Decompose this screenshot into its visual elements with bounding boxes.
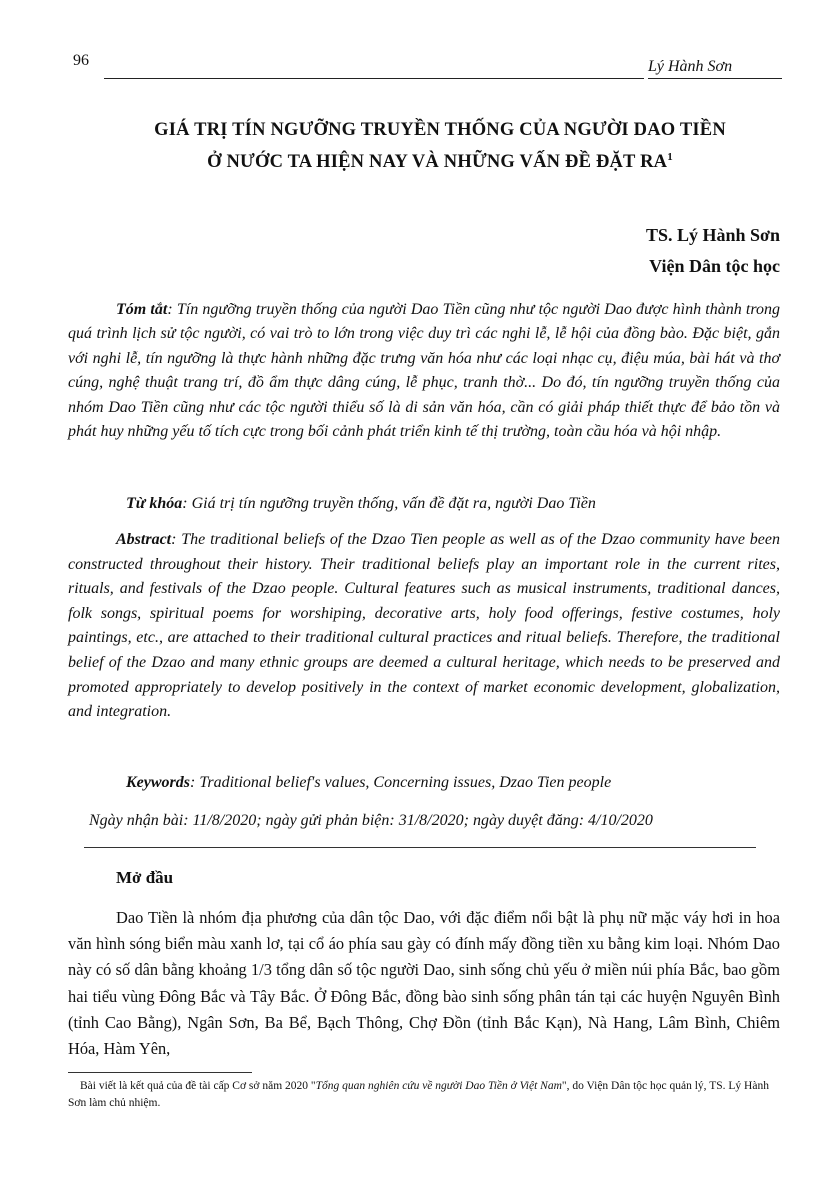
abstract-en-text: : The traditional beliefs of the Dzao Tien people as well as of the Dzao community have been constructed throughout their history. Their traditional beliefs play an important role in the current rites, rituals, and festivals of the Dzao people. Cultural features such as musical instruments, traditional dances, folk songs, spiritual poems for worshiping, decorative arts, holy food offerings, festive costumes, holy paintings, etc., are attached to their traditional cultural practices and ritual beliefs. Therefore, the traditional belief of the Dzao and many ethnic groups are deemed a cultural heritage, which needs to be preserved and promoted appropriately to develop positively in the context of market economic development, globalization, and integration.: [68, 531, 780, 721]
section-heading-intro: Mở đầu: [116, 868, 174, 887]
abstract-english: [68, 528, 780, 725]
footnote-text-after: ", do Viện Dân tộc học quản lý, TS. Lý Hành Sơn làm chủ nhiệm.: [68, 1080, 769, 1109]
author-name: TS. Lý Hành Sơn: [645, 225, 780, 245]
keywords-vietnamese: [68, 495, 780, 513]
article-title-line-2-text: Ở NƯỚC TA HIỆN NAY VÀ NHỮNG VẤN ĐỀ ĐẶT RA: [207, 152, 668, 173]
submission-dates: Ngày nhận bài: 11/8/2020; ngày gửi phản biện: 31/8/2020; ngày duyệt đăng: 4/10/2020: [89, 812, 653, 829]
keywords-vn-text: : Giá trị tín ngưỡng truyền thống, vấn đề đặt ra, người Dao Tiền: [182, 495, 596, 512]
footnote-rule: [68, 1072, 252, 1073]
page-number: 96: [73, 52, 89, 69]
author-institution: Viện Dân tộc học: [649, 256, 780, 276]
running-author: Lý Hành Sơn: [648, 58, 733, 75]
running-author-rule: [648, 78, 782, 79]
article-title-line-2: [60, 151, 820, 173]
abstract-vn-label: Tóm tắt: [116, 301, 168, 318]
keywords-english: [68, 774, 780, 792]
title-footnote-mark: 1: [667, 151, 673, 163]
footnote-italic-title: Tổng quan nghiên cứu về người Dao Tiền ở Việt Nam: [315, 1080, 562, 1092]
footnote-text-before: Bài viết là kết quả của đề tài cấp Cơ sở năm 2020 ": [80, 1080, 316, 1092]
abstract-en-label: Abstract: [116, 531, 172, 548]
article-title-line-1: GIÁ TRỊ TÍN NGƯỠNG TRUYỀN THỐNG CỦA NGƯỜI DAO TIỀN: [154, 120, 726, 140]
abstract-vietnamese: [68, 298, 780, 444]
intro-paragraph: Dao Tiền là nhóm địa phương của dân tộc Dao, với đặc điểm nổi bật là phụ nữ mặc váy hơi in hoa văn hình sóng biển màu xanh lơ, tại cổ áo phía sau gày có đính mấy đồng tiền xu bằng kim loại. Nhóm Dao này có số dân bằng khoảng 1/3 tổng dân số tộc người Dao, sinh sống chủ yếu ở miền núi phía Bắc, bao gồm hai tiểu vùng Đông Bắc và Tây Bắc. Ở Đông Bắc, đồng bào sinh sống phân tán tại các huyện Nguyên Bình (tỉnh Cao Bằng), Ngân Sơn, Ba Bể, Bạch Thông, Chợ Đồn (tỉnh Bắc Kạn), Nà Hang, Lâm Bình, Chiêm Hóa, Hàm Yên,: [68, 908, 780, 1059]
abstract-vn-text: : Tín ngưỡng truyền thống của người Dao Tiền cũng như tộc người Dao được hình thành trong quá trình lịch sử tộc người, có vai trò to lớn trong việc duy trì các nghi lễ, lễ hội của đồng bào. Đặc biệt, gắn với nghi lễ, tín ngưỡng là thực hành những đặc trưng văn hóa như các loại nhạc cụ, điệu múa, bài hát và thơ cúng, nghệ thuật trang trí, đồ ẩm thực dâng cúng, lễ phục, tranh thờ... Do đó, tín ngưỡng truyền thống của nhóm Dao Tiền cũng như các tộc người thiểu số là di sản văn hóa, cần có giải pháp thiết thực để bảo tồn và phát huy những yếu tố tích cực trong bối cảnh phát triển kinh tế thị trường, toàn cầu hóa và hội nhập.: [68, 301, 781, 441]
keywords-en-label: Keywords: [126, 774, 190, 791]
keywords-vn-label: Từ khóa: [126, 495, 183, 512]
header-rule: [104, 78, 644, 79]
footnote: [68, 1078, 780, 1112]
dates-rule: [84, 847, 756, 848]
keywords-en-text: : Traditional belief's values, Concerning issues, Dzao Tien people: [190, 774, 612, 791]
